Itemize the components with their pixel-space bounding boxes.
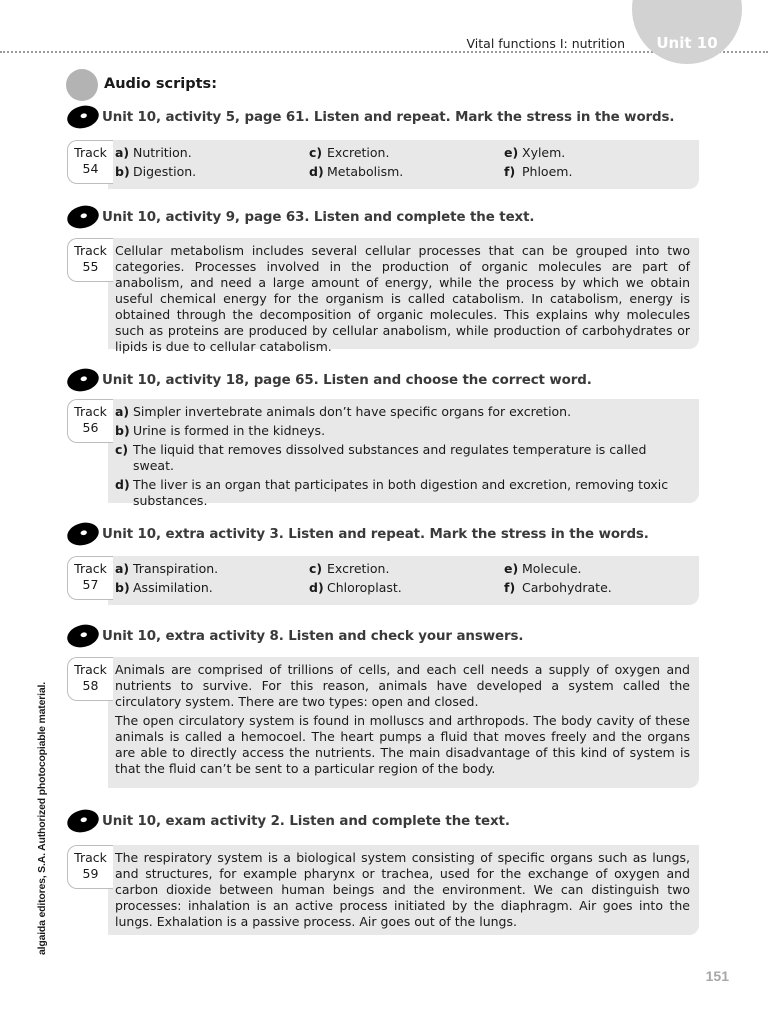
audio-script-box: [108, 238, 699, 354]
list-item: a) Simpler invertebrate animals don’t have specific organs for excretion.: [115, 404, 572, 419]
unit-tab-circle: [632, 0, 742, 64]
track-number: 54: [82, 161, 99, 176]
script-paragraph: The respiratory system is a biological system consisting of specific organs such as lungs, and structures, for example pharynx or trachea, used for the exchange of oxygen and carbon dioxide between human beings and the environment. We can distinguish two processes: inhalation is an active process initiated by the diaphragm. Air goes into the lungs. Exhalation is a passive process. Air goes out of the lungs.: [115, 850, 690, 929]
activity-heading: Unit 10, extra activity 3. Listen and repeat. Mark the stress in the words.: [102, 527, 649, 542]
track-number: 59: [82, 866, 99, 881]
cd-disc-icon: [63, 804, 102, 837]
list-item: b) Urine is formed in the kidneys.: [115, 423, 326, 438]
copyright-side-note: algaida editores, S.A. Authorized photocopiable material.: [36, 682, 48, 955]
list-item: b) Digestion.: [115, 164, 197, 179]
list-item: e) Xylem.: [504, 145, 566, 160]
list-item: b) Assimilation.: [115, 580, 213, 595]
activity-heading: Unit 10, exam activity 2. Listen and complete the text.: [102, 814, 510, 829]
script-paragraph: The open circulatory system is found in molluscs and arthropods. The body cavity of these animals is called a hemocoel. The heart pumps a fluid that moves freely and the organs are able to directly access the nutrients. The main disadvantage of this kind of system is that the fluid can’t be sent to a particular region of the body.: [115, 713, 690, 776]
track-word: Track: [74, 404, 107, 419]
cd-disc-icon: [63, 100, 102, 133]
track-tab: [67, 399, 113, 443]
list-item: c) Excretion.: [309, 145, 390, 160]
track-number: 55: [82, 259, 99, 274]
audio-script-box: [108, 657, 699, 788]
cd-disc-icon: [63, 363, 102, 396]
audio-script-box: [108, 845, 699, 935]
track-tab: [67, 140, 113, 184]
activity-heading: Unit 10, activity 18, page 65. Listen and choose the correct word.: [102, 373, 592, 388]
audio-script-box: [108, 399, 699, 508]
activity-heading: Unit 10, extra activity 8. Listen and check your answers.: [102, 629, 524, 644]
track-tab: [67, 845, 113, 889]
list-item: c) Excretion.: [309, 561, 390, 576]
track-word: Track: [74, 850, 107, 865]
page-number: 151: [705, 968, 729, 984]
script-paragraph: Cellular metabolism includes several cellular processes that can be grouped into two categories. Processes involved in the production of organic molecules are part of anabolism, and need a large amount of energy, while the process by which we obtain useful chemical energy for the organism is called catabolism. In catabolism, energy is obtained through the decomposition of organic molecules. This explains why molecules such as proteins are produced by cellular anabolism, while production of carbohydrates or lipids is due to cellular catabolism.: [115, 243, 690, 354]
list-item: d) Chloroplast.: [309, 580, 402, 595]
list-item: c) The liquid that removes dissolved substances and regulates temperature is called sweat.: [115, 442, 647, 473]
cd-disc-icon: [63, 619, 102, 652]
running-title: Vital functions I: nutrition: [466, 36, 625, 51]
grey-circle-icon: [66, 69, 98, 101]
cd-disc-icon: [63, 517, 102, 550]
unit-label: Unit 10: [656, 34, 718, 52]
script-paragraph: Animals are comprised of trillions of cells, and each cell needs a supply of oxygen and nutrients to survive. For this reason, animals have developed a system called the circulatory system. There are two types: open and closed.: [115, 662, 690, 709]
section-title: Audio scripts:: [104, 76, 217, 92]
list-item: f) Carbohydrate.: [504, 580, 612, 595]
track-word: Track: [74, 243, 107, 258]
word-list: [115, 561, 690, 596]
track-word: Track: [74, 662, 107, 677]
track-tab: [67, 238, 113, 282]
list-item: d) The liver is an organ that participates in both digestion and excretion, removing toxic substances.: [115, 477, 669, 508]
list-item: d) Metabolism.: [309, 164, 404, 179]
list-item: f) Phloem.: [504, 164, 573, 179]
list-item: a) Transpiration.: [115, 561, 219, 576]
track-tab: [67, 556, 113, 600]
list-item: e) Molecule.: [504, 561, 582, 576]
cd-disc-icon: [63, 200, 102, 233]
list-item: a) Nutrition.: [115, 145, 192, 160]
track-number: 56: [82, 420, 99, 435]
activity-heading: Unit 10, activity 5, page 61. Listen and repeat. Mark the stress in the words.: [102, 110, 675, 125]
word-list: [115, 145, 690, 180]
track-word: Track: [74, 561, 107, 576]
track-number: 58: [82, 678, 99, 693]
track-tab: [67, 657, 113, 701]
audio-script-box: [108, 556, 699, 605]
activity-heading: Unit 10, activity 9, page 63. Listen and complete the text.: [102, 210, 535, 225]
audio-script-box: [108, 140, 699, 189]
track-number: 57: [82, 577, 99, 592]
track-word: Track: [74, 145, 107, 160]
